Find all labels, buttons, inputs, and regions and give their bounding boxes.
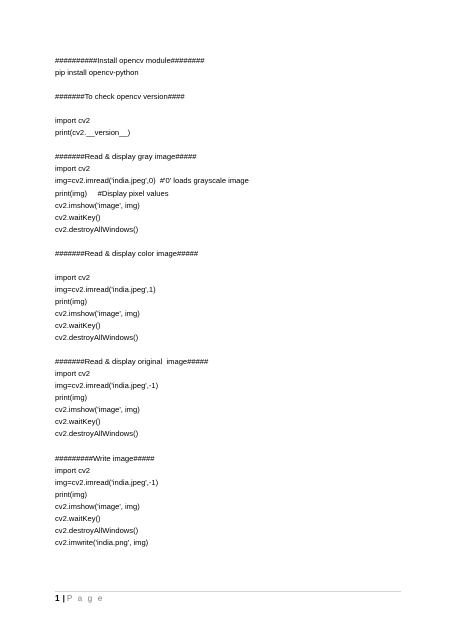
code-line: img=cv2.imread('india.jpeg',0) #'0' loads grayscale image xyxy=(55,176,249,186)
section-heading: #######Read & display color image##### xyxy=(55,248,199,258)
code-line: cv2.destroyAllWindows() xyxy=(55,429,139,439)
code-line: import cv2 xyxy=(55,272,91,282)
code-line: print(img) xyxy=(55,393,88,403)
footer-divider xyxy=(55,591,401,592)
section-heading: ##########Install opencv module######## xyxy=(55,56,205,65)
code-line: print(img) #Display pixel values xyxy=(55,188,169,198)
code-line: print(cv2.__version__) xyxy=(55,128,131,138)
code-line: cv2.imshow('image', img) xyxy=(55,501,140,511)
code-line: cv2.destroyAllWindows() xyxy=(55,224,139,234)
code-line: cv2.waitKey() xyxy=(55,212,101,222)
code-line: cv2.waitKey() xyxy=(55,417,101,427)
code-line: import cv2 xyxy=(55,369,91,379)
code-line: import cv2 xyxy=(55,465,91,475)
code-line: cv2.imshow('image', img) xyxy=(55,200,140,210)
page-footer xyxy=(55,593,104,604)
code-line: import cv2 xyxy=(55,164,91,174)
code-line: cv2.destroyAllWindows() xyxy=(55,333,139,343)
code-line: cv2.destroyAllWindows() xyxy=(55,525,139,535)
code-line: print(img) xyxy=(55,489,88,499)
section-heading: #######Read & display original image##### xyxy=(55,357,209,367)
section-gap xyxy=(55,344,415,356)
code-line: import cv2 xyxy=(55,116,91,126)
code-line: cv2.waitKey() xyxy=(55,513,101,523)
code-line: img=cv2.imread('india.jpeg',-1) xyxy=(55,381,159,391)
code-line: img=cv2.imread('india.jpeg',-1) xyxy=(55,477,159,487)
section-heading: #######Read & display gray image##### xyxy=(55,152,197,162)
code-line: cv2.imshow('image', img) xyxy=(55,308,140,318)
section-gap xyxy=(55,236,415,248)
page-number: 1 xyxy=(55,594,60,603)
section-heading: #########Write image##### xyxy=(55,453,155,463)
section-gap xyxy=(55,103,415,115)
footer-separator: | xyxy=(62,594,65,603)
code-line: cv2.imwrite('india.png', img) xyxy=(55,537,149,547)
code-line: print(img) xyxy=(55,296,88,306)
section-gap xyxy=(55,79,415,91)
page-label: P a g e xyxy=(66,594,104,603)
code-line: cv2.imshow('image', img) xyxy=(55,405,140,415)
document-body xyxy=(55,55,415,549)
code-line xyxy=(55,260,415,272)
code-line: img=cv2.imread('india.jpeg',1) xyxy=(55,284,156,294)
section-gap xyxy=(55,139,415,151)
code-line: pip install opencv-python xyxy=(55,68,139,78)
section-heading: #######To check opencv version#### xyxy=(55,92,185,102)
section-gap xyxy=(55,441,415,453)
code-line: cv2.waitKey() xyxy=(55,321,101,331)
